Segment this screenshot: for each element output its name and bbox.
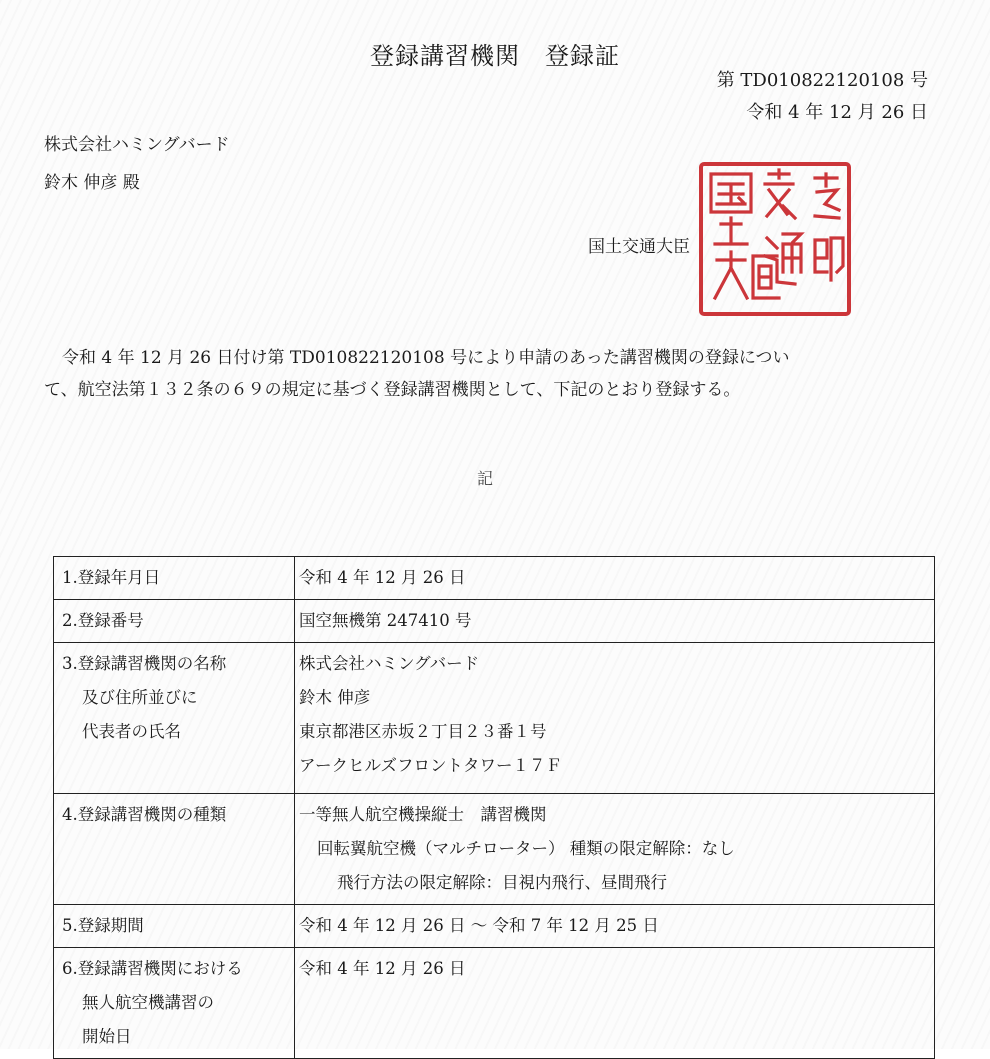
license-type: 一等無人航空機操縦士 講習機関: [299, 805, 547, 824]
row-value: [295, 794, 935, 905]
issuer-title: 国土交通大臣: [588, 237, 690, 257]
label-line: 代表者の氏名: [82, 722, 181, 741]
statement-line-1: 令和 4 年 12 月 26 日付け第 TD010822120108 号により申請のあった講習機関の登録につい: [62, 348, 790, 368]
table-row: [54, 794, 935, 905]
table-row: [54, 557, 935, 600]
row-value: [295, 643, 935, 794]
row-label: [54, 643, 295, 794]
registration-statement: [44, 342, 944, 406]
recipient-company: 株式会社ハミングバード: [44, 135, 230, 155]
label-line: 6.登録講習機関における: [62, 959, 243, 978]
row-label: 5.登録期間: [54, 905, 295, 948]
issue-date: 令和 4 年 12 月 26 日: [746, 102, 928, 123]
row-value: 令和 4 年 12 月 26 日: [295, 948, 935, 1059]
label-line: 開始日: [82, 1027, 132, 1046]
address-line-2: アークヒルズフロントタワー１７Ｆ: [299, 756, 563, 775]
label-line: 及び住所並びに: [82, 688, 198, 707]
table-row: [54, 600, 935, 643]
organization-name: 株式会社ハミングバード: [299, 654, 480, 673]
address-line-1: 東京都港区赤坂２丁目２３番１号: [299, 722, 547, 741]
label-line: 無人航空機講習の: [82, 993, 214, 1012]
flight-method-limit: 飛行方法の限定解除：目視内飛行、昼間飛行: [337, 873, 667, 892]
row-label: 1.登録年月日: [54, 557, 295, 600]
label-line: 3.登録講習機関の名称: [62, 654, 227, 673]
official-seal-stamp: [697, 160, 853, 318]
recipient-name: 鈴木 伸彦 殿: [44, 173, 140, 193]
row-value: 令和 4 年 12 月 26 日 ～ 令和 7 年 12 月 25 日: [295, 905, 935, 948]
statement-line-2: て、航空法第１３２条の６９の規定に基づく登録講習機関として、下記のとおり登録する。: [44, 380, 741, 400]
document-title: 登録講習機関 登録証: [370, 42, 620, 70]
table-row: [54, 905, 935, 948]
document-number: 第 TD010822120108 号: [716, 70, 928, 91]
aircraft-type-limit: 回転翼航空機（マルチローター） 種類の限定解除：なし: [317, 839, 735, 858]
row-label: [54, 948, 295, 1059]
row-label: 4.登録講習機関の種類: [54, 794, 295, 905]
row-value: 令和 4 年 12 月 26 日: [295, 557, 935, 600]
row-label: 2.登録番号: [54, 600, 295, 643]
row-value: 国空無機第 247410 号: [295, 600, 935, 643]
table-row: [54, 643, 935, 794]
ki-marker: 記: [476, 469, 493, 488]
representative-name: 鈴木 伸彦: [299, 688, 371, 707]
table-row: [54, 948, 935, 1059]
registration-details-table: [53, 556, 935, 1059]
